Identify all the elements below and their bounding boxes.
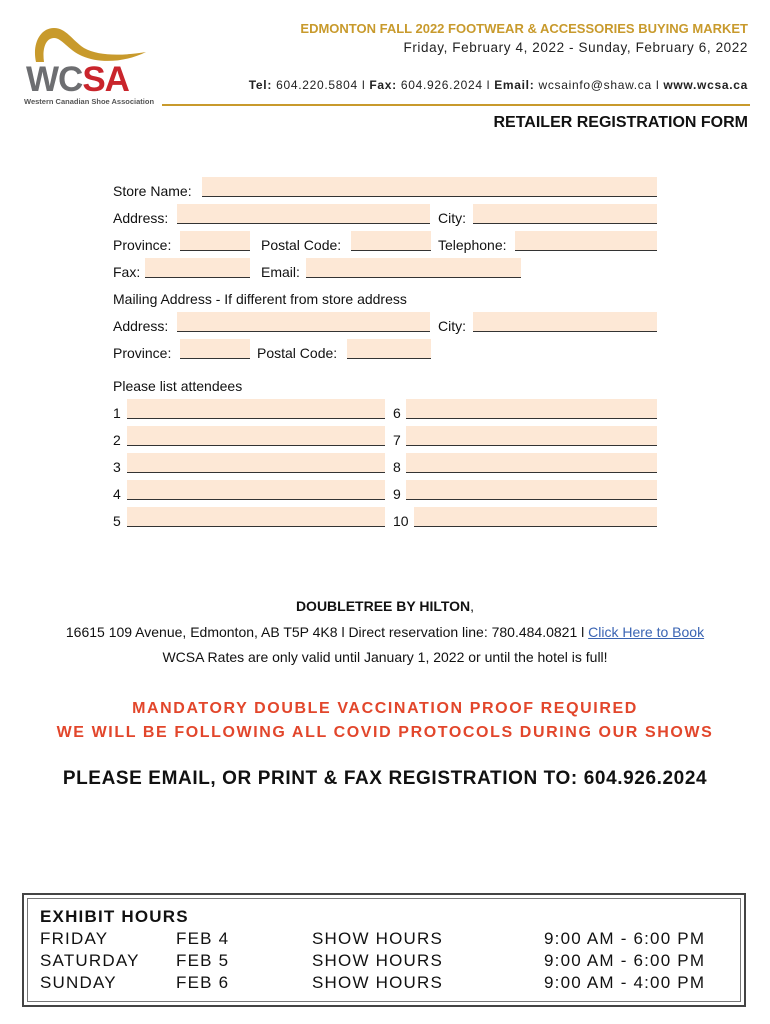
hotel-address-text: 16615 109 Avenue, Edmonton, AB T5P 4K8 l Direct reservation line: 780.484.0821 l	[65, 624, 589, 640]
hours-day: SUNDAY	[40, 973, 117, 992]
event-title: EDMONTON FALL 2022 FOOTWEAR & ACCESSORIES BUYING MARKET	[300, 21, 748, 36]
send-registration-instruction: PLEASE EMAIL, OR PRINT & FAX REGISTRATION TO: 604.926.2024	[62, 768, 708, 789]
mailing-postal-code-label: Postal Code:	[257, 345, 338, 361]
website: www.wcsa.ca	[663, 78, 748, 92]
attendee-number: 9	[393, 486, 401, 502]
tel-value: 604.220.5804	[276, 78, 358, 92]
attendee-4-field[interactable]	[127, 480, 385, 500]
tel-label: Tel:	[248, 78, 273, 92]
postal-code-field[interactable]	[351, 231, 431, 251]
postal-code-label: Postal Code:	[261, 237, 342, 253]
mailing-city-field[interactable]	[473, 312, 657, 332]
exhibit-hours-box	[22, 893, 746, 1007]
attendee-number: 4	[113, 486, 121, 502]
hours-label: SHOW HOURS	[312, 973, 443, 992]
city-field[interactable]	[473, 204, 657, 224]
hours-label: SHOW HOURS	[312, 929, 443, 948]
separator: l	[486, 78, 491, 92]
mailing-address-field[interactable]	[177, 312, 430, 332]
attendee-1-field[interactable]	[127, 399, 385, 419]
telephone-label: Telephone:	[438, 237, 507, 253]
mailing-postal-code-field[interactable]	[347, 339, 431, 359]
mailing-province-label: Province:	[113, 345, 172, 361]
logo-wordmark-wc: WC	[26, 60, 83, 99]
hotel-name	[0, 598, 770, 614]
wcsa-logo	[22, 22, 155, 108]
attendee-5-field[interactable]	[127, 507, 385, 527]
separator: l	[655, 78, 660, 92]
store-name-label: Store Name:	[113, 183, 192, 199]
attendee-2-field[interactable]	[127, 426, 385, 446]
fax-value: 604.926.2024	[400, 78, 483, 92]
province-field[interactable]	[180, 231, 250, 251]
telephone-field[interactable]	[515, 231, 657, 251]
form-title: RETAILER REGISTRATION FORM	[493, 114, 748, 131]
fax-label: Fax:	[113, 264, 141, 280]
hours-time: 9:00 AM - 6:00 PM	[544, 951, 706, 970]
attendee-8-field[interactable]	[406, 453, 657, 473]
attendee-number: 2	[113, 432, 121, 448]
logo-wordmark	[26, 60, 129, 100]
hours-label: SHOW HOURS	[312, 951, 443, 970]
attendee-3-field[interactable]	[127, 453, 385, 473]
exhibit-hours-title: EXHIBIT HOURS	[40, 907, 189, 926]
attendee-6-field[interactable]	[406, 399, 657, 419]
attendee-number: 5	[113, 513, 121, 529]
hours-day: FRIDAY	[40, 929, 109, 948]
book-hotel-link[interactable]: Click Here to Book	[588, 624, 705, 640]
attendee-10-field[interactable]	[414, 507, 657, 527]
hotel-name-suffix: ,	[470, 598, 475, 614]
vaccination-notice: MANDATORY DOUBLE VACCINATION PROOF REQUIRED	[132, 700, 638, 717]
contact-line	[249, 78, 748, 92]
attendee-7-field[interactable]	[406, 426, 657, 446]
hours-time: 9:00 AM - 6:00 PM	[544, 929, 706, 948]
attendee-number: 3	[113, 459, 121, 475]
hours-time: 9:00 AM - 4:00 PM	[544, 973, 706, 992]
header-rule	[162, 104, 750, 106]
mailing-heading: Mailing Address - If different from store address	[113, 291, 407, 307]
event-dates: Friday, February 4, 2022 - Sunday, February 6, 2022	[403, 40, 748, 55]
exhibit-hours-inner	[27, 898, 741, 1002]
attendee-number: 6	[393, 405, 401, 421]
hours-date: FEB 4	[176, 929, 230, 948]
attendee-9-field[interactable]	[406, 480, 657, 500]
hours-day: SATURDAY	[40, 951, 140, 970]
address-field[interactable]	[177, 204, 430, 224]
email-label: Email:	[261, 264, 300, 280]
logo-tagline: Western Canadian Shoe Association	[24, 97, 155, 106]
hotel-rates-note: WCSA Rates are only valid until January 1, 2022 or until the hotel is full!	[162, 649, 608, 665]
hours-date: FEB 5	[176, 951, 230, 970]
mailing-address-label: Address:	[113, 318, 169, 334]
store-name-field[interactable]	[202, 177, 657, 197]
fax-label: Fax:	[369, 78, 397, 92]
attendee-number: 7	[393, 432, 401, 448]
fax-field[interactable]	[145, 258, 250, 278]
logo-wordmark-sa: SA	[82, 60, 129, 99]
hours-date: FEB 6	[176, 973, 230, 992]
city-label: City:	[438, 210, 466, 226]
email-value: wcsainfo@shaw.ca	[538, 78, 652, 92]
attendee-number: 8	[393, 459, 401, 475]
mailing-province-field[interactable]	[180, 339, 250, 359]
covid-protocol-notice: WE WILL BE FOLLOWING ALL COVID PROTOCOLS DURING OUR SHOWS	[56, 724, 714, 741]
attendee-number: 10	[393, 513, 409, 529]
attendees-heading: Please list attendees	[113, 378, 243, 394]
email-field[interactable]	[306, 258, 521, 278]
attendee-number: 1	[113, 405, 121, 421]
address-label: Address:	[113, 210, 169, 226]
hotel-address	[0, 624, 770, 640]
mailing-city-label: City:	[438, 318, 466, 334]
hotel-name-text: DOUBLETREE BY HILTON	[295, 598, 471, 614]
email-label: Email:	[494, 78, 535, 92]
province-label: Province:	[113, 237, 172, 253]
separator: l	[361, 78, 366, 92]
